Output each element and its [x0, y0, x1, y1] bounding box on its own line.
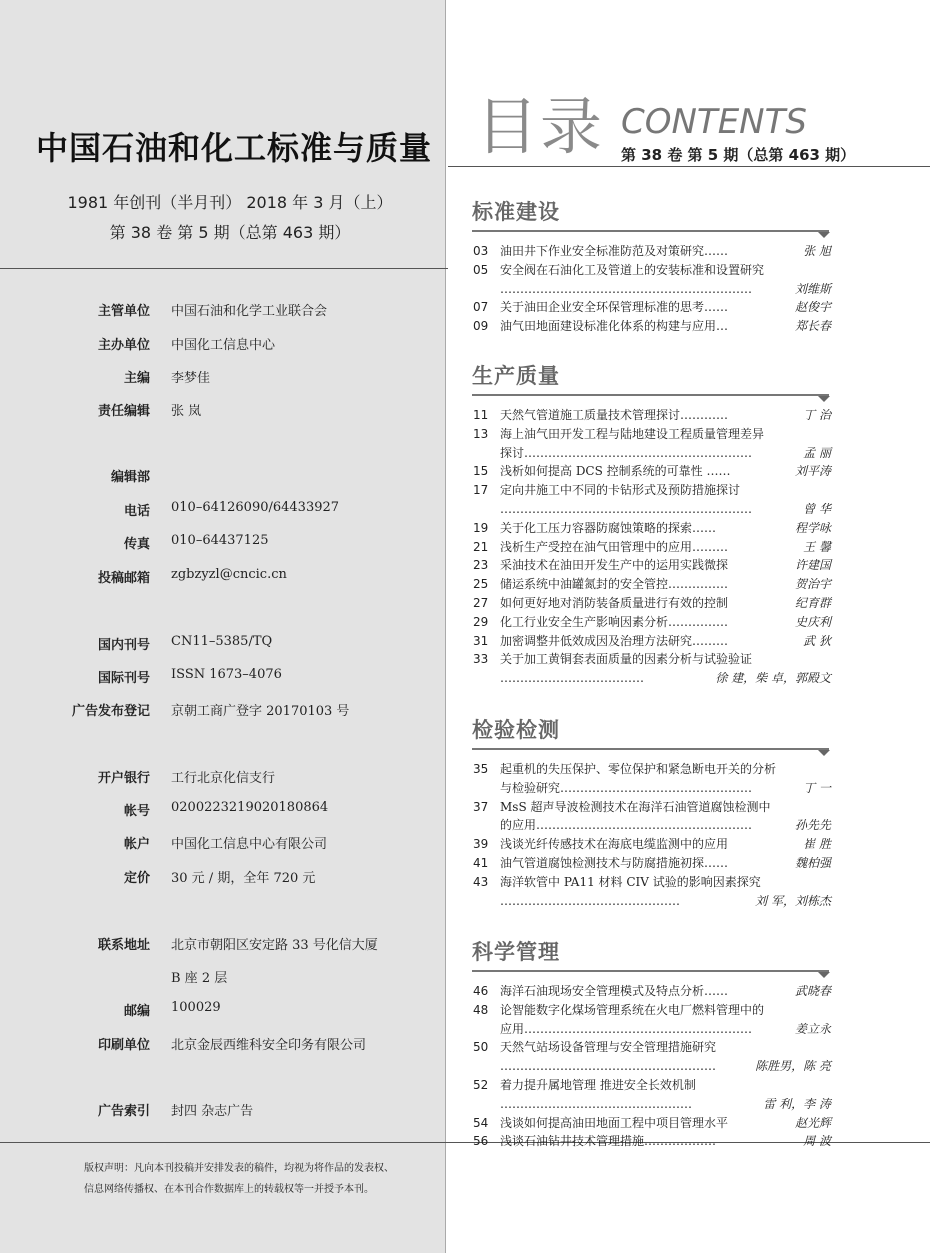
- contents-heading-cn: 目录: [476, 90, 605, 163]
- toc-entry[interactable]: [473, 317, 831, 335]
- info-value: 30 元 / 期，全年 720 元: [171, 871, 316, 886]
- toc-page-number: 33: [473, 652, 489, 667]
- toc-entry[interactable]: [473, 406, 831, 424]
- toc-entry[interactable]: [473, 854, 831, 872]
- toc-article-title: 油气管道腐蚀检测技术与防腐措施初探……: [500, 856, 729, 870]
- toc-page-number: 07: [473, 300, 489, 315]
- toc-article-title: 的应用………………………………………………: [500, 818, 753, 833]
- info-label: 帐号: [123, 804, 150, 819]
- toc-page-number: 31: [473, 633, 489, 648]
- toc-entry[interactable]: [473, 1076, 831, 1094]
- info-value: 北京金辰西维科安全印务有限公司: [171, 1038, 367, 1053]
- toc-article-title: 加密调整井低效成因及治理方法研究………: [500, 633, 729, 648]
- toc-page-number: 54: [473, 1115, 489, 1130]
- toc-author: 纪育群: [794, 596, 831, 610]
- toc-article-title: ………………………………………………………: [500, 502, 752, 516]
- info-value: 0200223219020180864: [171, 800, 329, 815]
- toc-entry[interactable]: [473, 425, 831, 443]
- toc-article-title: 浅谈石油钻井技术管理措施………………: [500, 1134, 717, 1149]
- toc-page-number: 13: [473, 426, 489, 441]
- toc-article-title: 论智能数字化煤场管理系统在火电厂燃料管理中的: [500, 1002, 765, 1017]
- info-value: 李梦佳: [171, 371, 211, 386]
- section-arrow-icon: [818, 232, 830, 238]
- copyright-notice: [84, 1158, 424, 1200]
- info-label: 责任编辑: [97, 404, 150, 419]
- info-label: 主管单位: [97, 304, 150, 319]
- info-row: [0, 1000, 445, 1020]
- toc-article-title: 如何更好地对消防装备质量进行有效的控制: [500, 596, 729, 610]
- info-value: 中国化工信息中心有限公司: [171, 837, 328, 852]
- toc-entry[interactable]: [473, 1020, 831, 1038]
- info-value: 工行北京化信支行: [171, 771, 276, 786]
- toc-page-number: 56: [473, 1134, 489, 1149]
- toc-article-title: 浅谈如何提高油田地面工程中项目管理水平: [500, 1115, 729, 1130]
- info-row: [0, 500, 445, 520]
- toc-article-title: 关于油田企业安全环保管理标准的思考……: [500, 300, 729, 315]
- info-row: [0, 667, 445, 687]
- info-label: 国内刊号: [97, 638, 150, 653]
- column-divider: [445, 0, 446, 1253]
- toc-entry[interactable]: [473, 261, 831, 279]
- info-value: 京朝工商广登字 20170103 号: [171, 704, 350, 719]
- section-title: 标准建设: [472, 200, 560, 224]
- section-rule: [472, 230, 829, 232]
- info-row: [0, 567, 445, 587]
- toc-page-number: 48: [473, 1002, 489, 1017]
- toc-article-title: 油气田地面建设标准化体系的构建与应用…: [500, 319, 729, 334]
- toc-article-title: 着力提升属地管理 推进安全长效机制: [500, 1078, 696, 1092]
- toc-article-title: ………………………………………: [500, 893, 680, 908]
- info-row: [0, 967, 445, 987]
- toc-author: 郑长春: [794, 319, 831, 334]
- toc-page-number: 09: [473, 319, 489, 334]
- info-label: 主办单位: [97, 338, 150, 353]
- info-row: [0, 1034, 445, 1054]
- info-value: zgbzyzl@cncic.cn: [171, 567, 287, 582]
- toc-entry[interactable]: [473, 556, 831, 574]
- info-row: [0, 767, 445, 787]
- info-label: 开户银行: [97, 771, 150, 786]
- copyright-line: 版权声明：凡向本刊投稿并安排发表的稿件，均视为将作品的发表权、: [84, 1163, 394, 1174]
- toc-article-title: 关于加工黄铜套表面质量的因素分析与试验验证: [500, 652, 753, 667]
- issue-line: 第 38 卷 第 5 期（总第 463 期）: [109, 223, 351, 242]
- info-value: CN11–5385/TQ: [171, 634, 273, 649]
- toc-entry[interactable]: [473, 1132, 831, 1150]
- toc-article-title: 定向井施工中不同的卡钻形式及预防措施探讨: [500, 483, 741, 498]
- info-label: 电话: [123, 504, 150, 519]
- toc-article-title: 海上油气田开发工程与陆地建设工程质量管理差异: [500, 426, 765, 441]
- toc-author: 崔 胜: [803, 837, 831, 852]
- toc-page-number: 21: [473, 539, 489, 554]
- toc-page-number: 29: [473, 614, 489, 629]
- toc-entry[interactable]: [473, 1057, 831, 1075]
- toc-author: 许建国: [794, 558, 831, 573]
- toc-author: 孙先先: [794, 818, 831, 833]
- toc-author: 赵光辉: [794, 1115, 831, 1130]
- toc-article-title: 天然气站场设备管理与安全管理措施研究: [500, 1040, 717, 1055]
- contents-rule: [448, 166, 930, 167]
- toc-article-title: 浅析生产受控在油气田管理中的应用………: [500, 539, 729, 554]
- toc-author: 丁 治: [803, 408, 831, 422]
- toc-entry[interactable]: [473, 538, 831, 556]
- info-row: [0, 1100, 445, 1120]
- toc-author: 周 波: [803, 1134, 831, 1149]
- section-rule: [472, 394, 829, 396]
- section-title: 生产质量: [472, 364, 560, 388]
- toc-article-title: 海洋石油现场安全管理模式及特点分析……: [500, 984, 729, 998]
- toc-article-title: 浅析如何提高 DCS 控制系统的可靠性 ……: [500, 464, 731, 479]
- toc-author: 贺治宇: [794, 577, 831, 592]
- toc-entry[interactable]: [473, 816, 831, 834]
- toc-page-number: 27: [473, 596, 489, 610]
- toc-article-title: ………………………………………………………: [500, 281, 752, 296]
- founded-line: 1981 年创刊（半月刊） 2018 年 3 月（上）: [67, 193, 393, 212]
- toc-article-title: …………………………………………: [500, 1096, 692, 1111]
- toc-article-title: 天然气管道施工质量技术管理探讨…………: [500, 408, 729, 422]
- toc-article-title: 油田井下作业安全标准防范及对策研究……: [500, 244, 729, 258]
- info-label: 主编: [123, 371, 150, 386]
- toc-article-title: 浅谈光纤传感技术在海底电缆监测中的应用: [500, 837, 729, 852]
- info-value: 中国化工信息中心: [171, 338, 276, 353]
- toc-author: 张 旭: [803, 244, 831, 258]
- toc-entry[interactable]: [473, 242, 831, 260]
- toc-page-number: 50: [473, 1040, 489, 1055]
- toc-page-number: 11: [473, 408, 489, 422]
- info-label: 邮编: [123, 1004, 150, 1019]
- info-value: 100029: [171, 1000, 221, 1015]
- info-label: 广告索引: [97, 1104, 150, 1119]
- toc-entry[interactable]: [473, 779, 831, 797]
- toc-entry[interactable]: [473, 481, 831, 499]
- info-value: 010–64126090/64433927: [171, 500, 340, 515]
- info-label: 印刷单位: [97, 1038, 150, 1053]
- info-row: [0, 367, 445, 387]
- toc-article-title: MsS 超声导波检测技术在海洋石油管道腐蚀检测中: [500, 799, 771, 814]
- toc-entry[interactable]: [473, 1038, 831, 1056]
- toc-author: 刘 军，刘栋杰: [755, 893, 831, 908]
- toc-page-number: 52: [473, 1078, 489, 1092]
- toc-author: 雷 利，李 涛: [763, 1096, 831, 1111]
- toc-entry[interactable]: [473, 613, 831, 631]
- toc-author: 程学咏: [794, 520, 831, 535]
- toc-page-number: 05: [473, 262, 489, 277]
- toc-article-title: 起重机的失压保护、零位保护和紧急断电开关的分析: [500, 762, 777, 776]
- toc-entry[interactable]: [473, 835, 831, 853]
- toc-entry[interactable]: [473, 632, 831, 650]
- toc-page-number: 43: [473, 874, 489, 889]
- info-label: 编辑部: [110, 470, 150, 485]
- info-row: [0, 700, 445, 720]
- toc-author: 曾 华: [803, 502, 831, 516]
- section-rule: [472, 970, 829, 972]
- toc-article-title: 安全阀在石油化工及管道上的安装标准和设置研究: [500, 262, 765, 277]
- toc-entry[interactable]: [473, 462, 831, 480]
- toc-page-number: 25: [473, 577, 489, 592]
- toc-entry[interactable]: [473, 594, 831, 612]
- toc-entry[interactable]: [473, 798, 831, 816]
- toc-author: 刘维斯: [794, 281, 831, 296]
- info-value: 张 岚: [171, 404, 202, 419]
- toc-article-title: 与检验研究…………………………………………: [500, 780, 753, 795]
- toc-page-number: 03: [473, 244, 489, 258]
- toc-article-title: 采油技术在油田开发生产中的运用实践微探: [500, 558, 729, 573]
- contents-heading-en: CONTENTS: [621, 102, 807, 142]
- info-label: 广告发布登记: [71, 704, 150, 719]
- toc-author: 陈胜男，陈 亮: [755, 1059, 831, 1074]
- toc-article-title: 关于化工压力容器防腐蚀策略的探索……: [500, 520, 717, 535]
- info-row: [0, 634, 445, 654]
- copyright-line: 信息网络传播权、在本刊合作数据库上的转载权等一并授予本刊。: [84, 1184, 374, 1195]
- toc-entry[interactable]: [473, 669, 831, 687]
- contents-volume: 第 38 卷 第 5 期（总第 463 期）: [621, 146, 856, 164]
- toc-entry[interactable]: [473, 575, 831, 593]
- info-value: 封四 杂志广告: [171, 1104, 254, 1119]
- journal-title: 中国石油和化工标准与质量: [35, 129, 432, 167]
- info-value: ISSN 1673–4076: [171, 667, 282, 682]
- toc-article-title: 探讨…………………………………………………: [500, 445, 753, 460]
- info-row: [0, 466, 445, 486]
- info-row: [0, 800, 445, 820]
- toc-entry[interactable]: [473, 650, 831, 668]
- toc-article-title: 化工行业安全生产影响因素分析……………: [500, 614, 729, 629]
- toc-entry[interactable]: [473, 982, 831, 1000]
- toc-author: 赵俊宇: [794, 300, 831, 315]
- info-row: [0, 867, 445, 887]
- info-value: B 座 2 层: [171, 971, 228, 986]
- toc-entry[interactable]: [473, 1095, 831, 1113]
- toc-page-number: 17: [473, 483, 489, 498]
- info-label: 帐户: [123, 837, 150, 852]
- toc-author: 武晓春: [794, 984, 831, 998]
- toc-article-title: ………………………………………………: [500, 1059, 716, 1074]
- info-row: [0, 833, 445, 853]
- info-row: [0, 334, 445, 354]
- info-label: 联系地址: [97, 938, 150, 953]
- toc-entry[interactable]: [473, 500, 831, 518]
- toc-entry[interactable]: [473, 873, 831, 891]
- section-arrow-icon: [818, 396, 830, 402]
- toc-page-number: 41: [473, 856, 489, 870]
- info-label: 定价: [123, 871, 150, 886]
- section-rule: [472, 748, 829, 750]
- info-label: 投稿邮箱: [97, 571, 150, 586]
- toc-article-title: ………………………………: [500, 671, 644, 686]
- info-row: [0, 400, 445, 420]
- toc-page-number: 15: [473, 464, 489, 479]
- masthead-panel: [0, 0, 445, 1253]
- section-title: 科学管理: [472, 940, 560, 964]
- section-title: 检验检测: [472, 718, 560, 742]
- info-value: 北京市朝阳区安定路 33 号化信大厦: [171, 938, 378, 953]
- toc-author: 丁 一: [803, 780, 831, 795]
- toc-entry[interactable]: [473, 444, 831, 462]
- toc-page-number: 23: [473, 558, 489, 573]
- toc-author: 魏柏强: [794, 856, 831, 870]
- section-arrow-icon: [818, 750, 830, 756]
- toc-author: 姜立永: [794, 1021, 831, 1036]
- toc-entry[interactable]: [473, 280, 831, 298]
- toc-author: 王 馨: [803, 539, 831, 554]
- toc-page-number: 46: [473, 984, 489, 998]
- toc-article-title: 应用…………………………………………………: [500, 1021, 753, 1036]
- toc-author: 徐 建，柴 卓，郭殿文: [715, 671, 831, 686]
- toc-page-number: 39: [473, 837, 489, 852]
- section-arrow-icon: [818, 972, 830, 978]
- toc-entry[interactable]: [473, 298, 831, 316]
- masthead-rule: [0, 268, 448, 269]
- toc-author: 刘平涛: [794, 464, 831, 479]
- toc-article-title: 海洋软管中 PA11 材料 CIV 试验的影响因素探究: [500, 874, 761, 889]
- toc-page-number: 19: [473, 520, 489, 535]
- toc-page-number: 37: [473, 799, 489, 814]
- toc-author: 史庆利: [794, 614, 831, 629]
- info-label: 传真: [123, 537, 150, 552]
- toc-author: 武 狄: [803, 633, 831, 648]
- info-row: [0, 300, 445, 320]
- toc-page-number: 35: [473, 762, 489, 776]
- toc-article-title: 储运系统中油罐氮封的安全管控……………: [500, 577, 729, 592]
- toc-entry[interactable]: [473, 892, 831, 910]
- toc-author: 孟 丽: [803, 445, 831, 460]
- toc-entry[interactable]: [473, 760, 831, 778]
- info-row: [0, 934, 445, 954]
- toc-entry[interactable]: [473, 519, 831, 537]
- toc-entry[interactable]: [473, 1114, 831, 1132]
- info-row: [0, 533, 445, 553]
- info-value: 中国石油和化学工业联合会: [171, 304, 328, 319]
- toc-entry[interactable]: [473, 1001, 831, 1019]
- info-label: 国际刊号: [97, 671, 150, 686]
- info-value: 010–64437125: [171, 533, 269, 548]
